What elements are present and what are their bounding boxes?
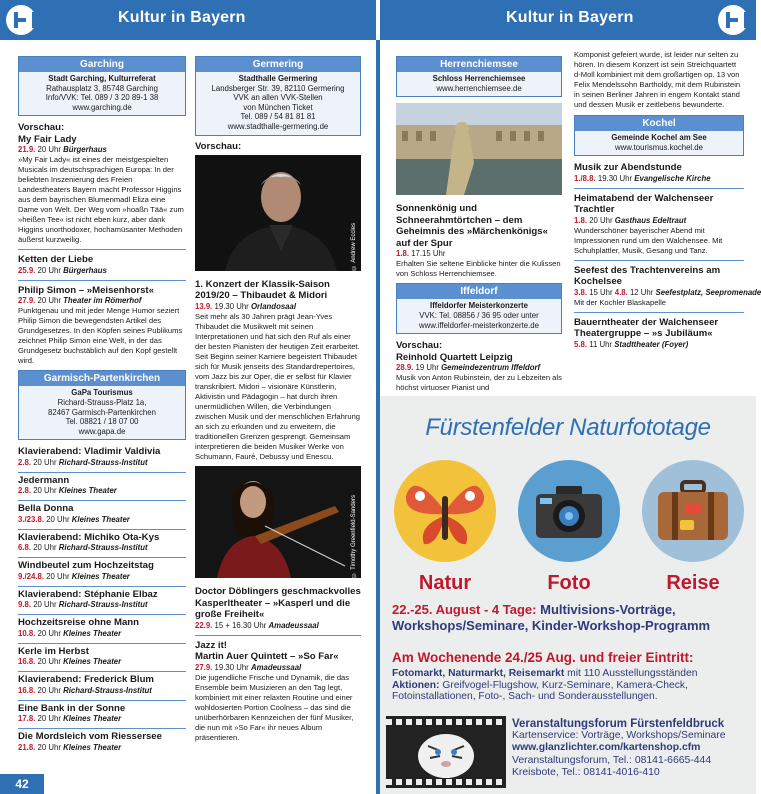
column-3: [396, 56, 562, 397]
advertisement-naturfototage[interactable]: [380, 396, 756, 794]
event-description: »My Fair Lady« ist eines der meistgespielten Musicals im deutschsprachigen Europa: In der beliebten Inszenierung des Freien Landestheaters Bayern macht Professor Higgins aus dem bayrischen Blumenmadl Eliza eine Dame von Welt. Der Weg vom »hoaßn Tää« zum »heißen Tee« ist nicht eben kurz, aber dank Higgins unorthodoxer, hochamüsanter Methoden äußerst kurzweilig.: [18, 155, 184, 245]
event-description: Punktgenau und mit jeder Menge Humor seziert Philip Simon die bewegendsten Artikel des Grundgesetzes. In den Köpfen seines Publikums zeichnet Philip Simon eine Welt, in der das Grundgesetz buchstäblich auf den Kopf gestellt wird.: [18, 306, 183, 366]
event-item: [18, 446, 186, 468]
event-time: 17.15 Uhr: [411, 249, 446, 259]
event-time: 20 Uhr: [37, 742, 61, 752]
event-reinhold-quartett: [396, 340, 562, 393]
event-description: Wunderschöner bayerischer Abend mit Impressionen rund um den Walchensee. Mit Schuhplattler, Musik, Gesang und Tanz.: [574, 225, 723, 255]
venue-line: GaPa Tourismus: [71, 388, 133, 398]
ad-ticket-service: Kartenservice: Vorträge, Workshops/Seminare: [512, 730, 726, 742]
venue-link[interactable]: www.iffeldorfer-meisterkonzerte.de: [419, 320, 539, 330]
column-1: [18, 56, 186, 757]
event-location: Amadeussaal: [268, 620, 319, 630]
venue-line: Landsberger Str. 39, 82110 Germering: [211, 83, 345, 93]
ad-markets-bold: Fotomarkt, Naturmarkt, Reisemarkt: [392, 668, 565, 679]
event-time: 19.30 Uhr: [214, 301, 249, 311]
event-heimatabend: [574, 193, 744, 256]
event-sonnenkoenig: [396, 203, 562, 279]
event-location: Richard-Strauss-Institut: [58, 600, 148, 610]
event-time: 11 Uhr: [589, 339, 613, 349]
event-date: 1.8.: [574, 215, 588, 225]
photo-herrenchiemsee: [396, 103, 562, 198]
event-date: 16.8.: [18, 657, 36, 667]
event-title: Musik zur Abendstunde: [574, 162, 682, 174]
ad-actions-text: Greifvogel-Flugshow, Kurz-Seminare, Kamera-Check, Fotoinstallationen, Foto-, Sach- und Sonderausstellungen.: [392, 679, 688, 702]
event-description-continued: Komponist gefeiert wurde, ist leider nur selten zu hören. In diesem Konzert ist sein Streichquartett d-Moll kombiniert mit dem großartigen op. 13 von Felix Mendelssohn Bartholdy, mit dem Rubinstein in seinen Berliner Jahren in engem Kontakt stand und dessen Musik er zeitlebens bewunderte.: [574, 50, 741, 109]
page-number: 42: [0, 774, 44, 794]
event-location: Evangelische Kirche: [634, 173, 711, 183]
event-title: Die Mordsleich vom Riessersee: [18, 731, 162, 743]
venue-line: Tel. 089 / 54 81 81 81: [240, 112, 316, 122]
event-time: 20 Uhr: [33, 486, 57, 496]
event-description: Musik von Anton Rubinstein, der zu Lebzeiten als höchst virtuoser Pianist und: [396, 373, 562, 393]
event-location: Stadttheater (Foyer): [614, 339, 689, 349]
event-time: 20 Uhr: [33, 543, 57, 553]
event-item: [18, 731, 186, 753]
venue-link[interactable]: www.gapa.de: [78, 426, 126, 436]
ad-markets: [392, 668, 752, 703]
ad-ticket-link[interactable]: www.glanzlichter.com/kartenshop.cfm: [512, 742, 701, 754]
event-title: Heimatabend der Walchenseer Trachtler: [574, 192, 714, 216]
event-ketten-der-liebe: [18, 254, 186, 276]
event-philip-simon: [18, 285, 186, 367]
event-title: Ketten der Liebe: [18, 254, 94, 266]
event-date: 2.8.: [18, 457, 32, 467]
venue-box-germering: [195, 56, 361, 136]
event-date: 27.9.: [18, 296, 36, 306]
label-foto: Foto: [547, 572, 591, 594]
event-location: Kleines Theater: [63, 657, 122, 667]
event-item: [18, 703, 186, 725]
event-location: Gemeindezentrum Iffeldorf: [441, 363, 541, 373]
event-time: 20 Uhr: [37, 296, 61, 306]
event-time: 20 Uhr: [37, 265, 61, 275]
photo-thibaudet: [195, 155, 361, 274]
venue-box-kochel: [574, 115, 744, 156]
ad-actions-bold: Aktionen:: [392, 679, 440, 691]
venue-line: Richard-Strauss-Platz 1a,: [57, 397, 147, 407]
event-description: Mit der Kochler Blaskapelle: [574, 297, 667, 307]
event-title: Sonnenkönig und Schneerahmtörtchen – dem Geheimnis des »Märchenkönigs« auf der Spur: [396, 203, 548, 249]
column-2: [195, 56, 361, 747]
preview-label: Vorschau:: [195, 140, 242, 152]
event-title: Kerle im Herbst: [18, 645, 89, 657]
event-time: 20 Uhr: [37, 685, 61, 695]
venue-box-herrenchiemsee: [396, 56, 562, 97]
event-location: Gasthaus Edeltraut: [614, 215, 687, 225]
ad-organizer: Veranstaltungsforum Fürstenfeldbruck: [512, 718, 725, 730]
ad-dates-line: [392, 602, 752, 634]
venue-name: Germering: [196, 57, 360, 72]
event-date: 21.8.: [18, 742, 36, 752]
preview-label: Vorschau:: [396, 340, 443, 352]
event-item: [18, 560, 186, 582]
venue-line: Gemeinde Kochel am See: [611, 133, 707, 142]
ad-phone-kreisbote: Kreisbote, Tel.: 08141-4016-410: [512, 766, 660, 778]
ad-program: Multivisions-Vorträge,: [540, 602, 676, 617]
event-martin-auer: [195, 640, 361, 743]
event-title: Martin Auer Quintett – »So Far«: [195, 651, 339, 663]
event-title: 1. Konzert der Klassik-Saison 2019/20 – Thibaudet & Midori: [195, 278, 330, 302]
preview-label: Vorschau:: [18, 122, 65, 134]
event-location: Amadeussaal: [250, 662, 302, 672]
event-date: 6.8.: [18, 543, 32, 553]
event-date: 28.9.: [396, 363, 414, 373]
event-list-gapa: [18, 446, 186, 753]
event-title: Klavierabend: Stéphanie Elbaz: [18, 588, 158, 600]
venue-line: 82467 Garmisch-Partenkirchen: [48, 407, 156, 417]
event-title: Eine Bank in der Sonne: [18, 702, 126, 714]
event-title: Bauerntheater der Walchenseer Theatergruppe – »s Jubiläum«: [574, 316, 719, 340]
event-time: 20 Uhr: [46, 571, 70, 581]
event-date: 4.8.: [614, 287, 628, 297]
violinist-image: [195, 466, 361, 578]
event-date: 3.8.: [574, 287, 588, 297]
event-date: 1./8.8.: [574, 173, 596, 183]
event-location: Richard-Strauss-Institut: [63, 685, 152, 695]
header-title-left: Kultur in Bayern: [118, 9, 246, 26]
event-title: Jedermann: [18, 474, 70, 486]
venue-name: Garching: [19, 57, 185, 72]
event-location: Orlandosaal: [250, 301, 297, 311]
event-location: Kleines Theater: [71, 514, 130, 524]
venue-name: Garmisch-Partenkirchen: [19, 371, 185, 386]
venue-line: VVK: Tel. 08856 / 36 95 oder unter: [419, 310, 539, 320]
event-date: 13.9.: [195, 301, 213, 311]
venue-line: VVK an allen VVK-Stellen: [233, 93, 323, 103]
event-date: 3./23.8.: [18, 514, 45, 524]
venue-box-iffeldorf: [396, 283, 562, 334]
event-item: [18, 532, 186, 554]
venue-link[interactable]: www.stadthalle-germering.de: [227, 121, 329, 131]
photo-credit: © Timothy Greenfield-Sanders: [350, 494, 357, 578]
event-date: 27.9.: [195, 662, 213, 672]
portrait-image: [195, 155, 361, 271]
venue-name: Kochel: [575, 116, 743, 131]
venue-line: Info/VVK: Tel. 089 / 3 20 89-1 38: [45, 93, 159, 103]
venue-name: Herrenchiemsee: [397, 57, 561, 72]
tiger-film-image: [386, 716, 506, 788]
palace-image: [396, 103, 562, 195]
event-title: Windbeutel zum Hochzeitstag: [18, 560, 154, 572]
event-time: 20 Uhr: [37, 628, 61, 638]
venue-link[interactable]: www.tourismus.kochel.de: [615, 142, 703, 152]
event-date: 9.8.: [18, 600, 32, 610]
event-description: Erhalten Sie seltene Einblicke hinter die Kulissen von Schloss Herrenchiemsee.: [396, 259, 561, 279]
label-reise: Reise: [666, 572, 720, 594]
event-title: My Fair Lady: [18, 133, 77, 145]
photo-midori: [195, 466, 361, 581]
event-title: Seefest des Trachtenvereins am Kochelsee: [574, 264, 721, 288]
photo-credit: © Andrew Eccles: [350, 222, 357, 270]
event-location: Kleines Theater: [58, 486, 117, 496]
ad-markets-text: mit 110 Ausstellungsständen: [564, 668, 698, 679]
event-time: 20 Uhr: [589, 215, 613, 225]
logo-icon: [6, 5, 36, 35]
butterfly-icon: [394, 460, 496, 562]
event-location: Theater im Römerhof: [63, 296, 142, 306]
header-band-right: [380, 0, 756, 40]
event-location: Kleines Theater: [63, 628, 122, 638]
venue-line: Rathausplatz 3, 85748 Garching: [46, 83, 158, 93]
event-title: Philip Simon – »Meisenhorst«: [18, 284, 154, 296]
ad-contact-info: [512, 718, 752, 779]
event-time: 20 Uhr: [33, 600, 57, 610]
event-klassik-saison: [195, 279, 361, 462]
event-location: Kleines Theater: [71, 571, 130, 581]
event-date: 1.8.: [396, 249, 410, 259]
ad-dates: 22.-25. August - 4 Tage:: [392, 602, 537, 617]
venue-line: von München Ticket: [243, 102, 313, 112]
event-title: Hochzeitsreise ohne Mann: [18, 617, 140, 629]
venue-link[interactable]: www.garching.de: [72, 102, 132, 112]
event-item: [18, 503, 186, 525]
event-seefest: [574, 264, 761, 308]
event-time: 20 Uhr: [46, 514, 70, 524]
venue-link[interactable]: www.herrenchiemsee.de: [436, 83, 522, 93]
venue-line: Schloss Herrenchiemsee: [432, 74, 526, 83]
event-location: Kleines Theater: [63, 742, 122, 752]
event-bauerntheater: [574, 317, 744, 350]
ad-headline: Fürstenfelder Naturfototage: [425, 414, 711, 441]
venue-line: Tel. 08821 / 18 07 00: [65, 417, 139, 427]
event-time: 12 Uhr: [629, 287, 654, 297]
event-date: 17.8.: [18, 714, 36, 724]
header-band-left: [0, 0, 376, 40]
venue-box-garching: [18, 56, 186, 116]
logo-icon: [718, 5, 748, 35]
event-date: 21.9.: [18, 145, 36, 155]
event-time: 19.30 Uhr: [214, 662, 249, 672]
event-title: Klavierabend: Vladimir Valdivia: [18, 446, 161, 458]
ad-phone-forum: Veranstaltungsforum, Tel.: 08141-6665-444: [512, 754, 712, 766]
event-location: Richard-Strauss-Institut: [58, 543, 148, 553]
ad-weekend-line: Am Wochenende 24./25 Aug. und freier Eintritt:: [392, 650, 694, 665]
column-4: [574, 50, 761, 354]
event-time: 20 Uhr: [33, 457, 57, 467]
event-time: 20 Uhr: [37, 714, 61, 724]
event-date: 2.8.: [18, 486, 32, 496]
event-date: 22.9.: [195, 620, 213, 630]
event-time: 19 Uhr: [415, 363, 439, 373]
event-time: 20 Uhr: [37, 657, 61, 667]
venue-line: Stadthalle Germering: [238, 74, 318, 83]
header-title-right: Kultur in Bayern: [506, 9, 634, 26]
event-title: Klavierabend: Frederick Blum: [18, 674, 154, 686]
venue-name: Iffeldorf: [397, 284, 561, 299]
event-time: 20 Uhr: [37, 145, 61, 155]
event-title: Doctor Döblingers geschmackvolles Kasperltheater – »Kasperl und die große Freiheit«: [195, 586, 361, 621]
event-date: 16.8.: [18, 685, 36, 695]
suitcase-icon: [642, 460, 744, 562]
event-time: 19.30 Uhr: [597, 173, 633, 183]
event-item: [18, 475, 186, 497]
event-title: Reinhold Quartett Leipzig: [396, 351, 513, 363]
event-location: Seefestplatz, Seepromenade: [655, 287, 761, 297]
event-time: 15 Uhr: [589, 287, 613, 297]
event-time: 15 + 16.30 Uhr: [214, 620, 267, 630]
label-natur: Natur: [418, 572, 472, 594]
event-location: Kleines Theater: [63, 714, 122, 724]
venue-line: Stadt Garching, Kulturreferat: [48, 74, 156, 83]
event-date: 10.8.: [18, 628, 36, 638]
event-item: [18, 674, 186, 696]
event-series: Jazz it!: [195, 639, 227, 651]
event-title: Klavierabend: Michiko Ota-Kys: [18, 531, 160, 543]
event-item: [18, 589, 186, 611]
venue-line: Iffeldorfer Meisterkonzerte: [430, 301, 528, 311]
event-title: Bella Donna: [18, 503, 74, 515]
event-date: 5.8.: [574, 339, 588, 349]
event-item: [18, 617, 186, 639]
ad-program-2: Workshops/Seminare, Kinder-Workshop-Programm: [392, 618, 711, 633]
camera-icon: [518, 460, 620, 562]
event-item: [18, 646, 186, 668]
event-date: 9./24.8.: [18, 571, 45, 581]
venue-box-gapa: [18, 370, 186, 440]
event-location: Bürgerhaus: [63, 145, 107, 155]
event-location: Bürgerhaus: [63, 265, 107, 275]
event-description: Seit mehr als 30 Jahren prägt Jean-Yves Thibaudet die Musikwelt mit seinen Interpretationen und hat sich den Ruf als einer der besten Pianisten der heutigen Zeit erarbeitet. Seit Beginn seiner Karriere begeistert Thibaudet sich für Musik jenseits des Standardrepertoires, vom Jazz bis zur Oper, die er selbst für Klavier transkribiert. Midori – visionäre Künstlerin, Aktivistin und Pädagogin – hat durch ihren unermüdlichen Willen, die Verbindungen zwischen Musik und der menschlichen Erfahrung an sich zu erkunden und zu erweitern, die traditionellen Grenzen gesprengt. Gemeinsam interpretieren die beiden Musiker Werke von Schumann, Fauré, Debussy und Enescu.: [195, 311, 361, 461]
event-my-fair-lady: [18, 122, 186, 245]
event-musik-abendstunde: [574, 162, 744, 184]
event-location: Richard-Strauss-Institut: [58, 457, 148, 467]
event-kasperltheater: [195, 586, 361, 631]
event-date: 25.9.: [18, 265, 36, 275]
event-description: Die jugendliche Frische und Dynamik, die das Ensemble beim Musizieren an den Tag legt, kombiniert mit einer relaxten Routine und einer wohldosierten Portion Coolness – das sind die unüberhörbaren Kennzeichen der fünf Musiker, die nun mit »So Far« ihr neues Album präsentieren.: [195, 672, 354, 742]
